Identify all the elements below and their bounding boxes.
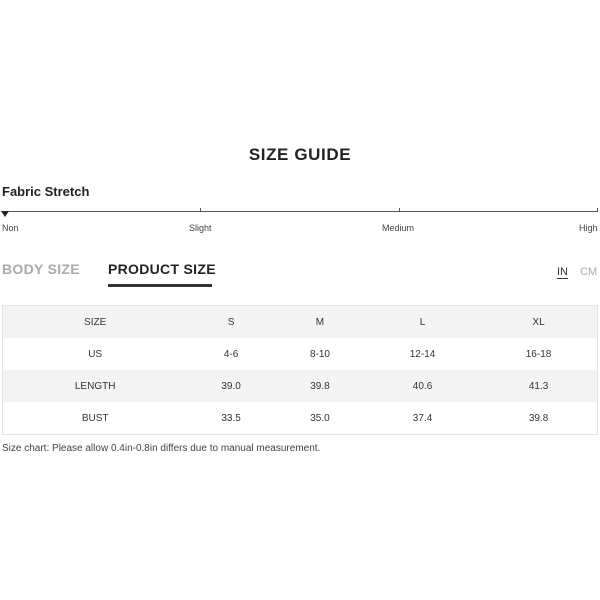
table-cell: 8-10 <box>309 348 330 360</box>
stretch-tick-medium <box>399 208 400 212</box>
unit-in-toggle[interactable]: IN <box>557 266 568 278</box>
table-cell: 37.4 <box>412 412 433 424</box>
table-cell: L <box>365 306 480 339</box>
tab-body-size[interactable]: BODY SIZE <box>2 261 80 277</box>
stretch-tick-slight <box>200 208 201 212</box>
table-cell: 41.3 <box>480 370 597 402</box>
stretch-tick-high <box>597 208 598 212</box>
table-cell: M <box>275 306 365 339</box>
table-cell: S <box>187 306 275 339</box>
table-cell: 35.0 <box>310 412 330 424</box>
table-row <box>3 370 598 402</box>
table-cell: 39.8 <box>275 370 365 402</box>
fabric-stretch-label: Fabric Stretch <box>2 184 90 199</box>
tab-active-underline <box>108 284 212 287</box>
table-cell: 16-18 <box>525 348 552 360</box>
stretch-level-high: High <box>579 223 598 233</box>
size-chart-note: Size chart: Please allow 0.4in-0.8in differs due to manual measurement. <box>2 443 321 454</box>
stretch-level-non: Non <box>2 223 19 233</box>
table-cell: 33.5 <box>221 412 241 424</box>
tab-product-size[interactable]: PRODUCT SIZE <box>108 261 216 277</box>
size-table <box>2 305 598 435</box>
table-cell: LENGTH <box>3 370 188 402</box>
table-cell: SIZE <box>3 306 188 339</box>
table-cell: BUST <box>81 412 109 424</box>
unit-cm-toggle[interactable]: CM <box>580 266 598 278</box>
table-cell: 40.6 <box>365 370 480 402</box>
stretch-marker-icon <box>1 211 9 217</box>
table-cell: XL <box>480 306 597 339</box>
fabric-stretch-scale <box>2 211 598 212</box>
table-cell: 39.8 <box>528 412 549 424</box>
table-cell: 4-6 <box>223 348 239 360</box>
table-cell: 12-14 <box>409 348 436 360</box>
page-title: SIZE GUIDE <box>248 145 352 164</box>
table-row <box>3 402 598 435</box>
table-cell: 39.0 <box>187 370 275 402</box>
stretch-level-medium: Medium <box>382 223 415 233</box>
table-row <box>3 306 598 339</box>
table-row <box>3 338 598 370</box>
table-cell: US <box>88 348 103 360</box>
stretch-level-slight: Slight <box>189 223 212 233</box>
